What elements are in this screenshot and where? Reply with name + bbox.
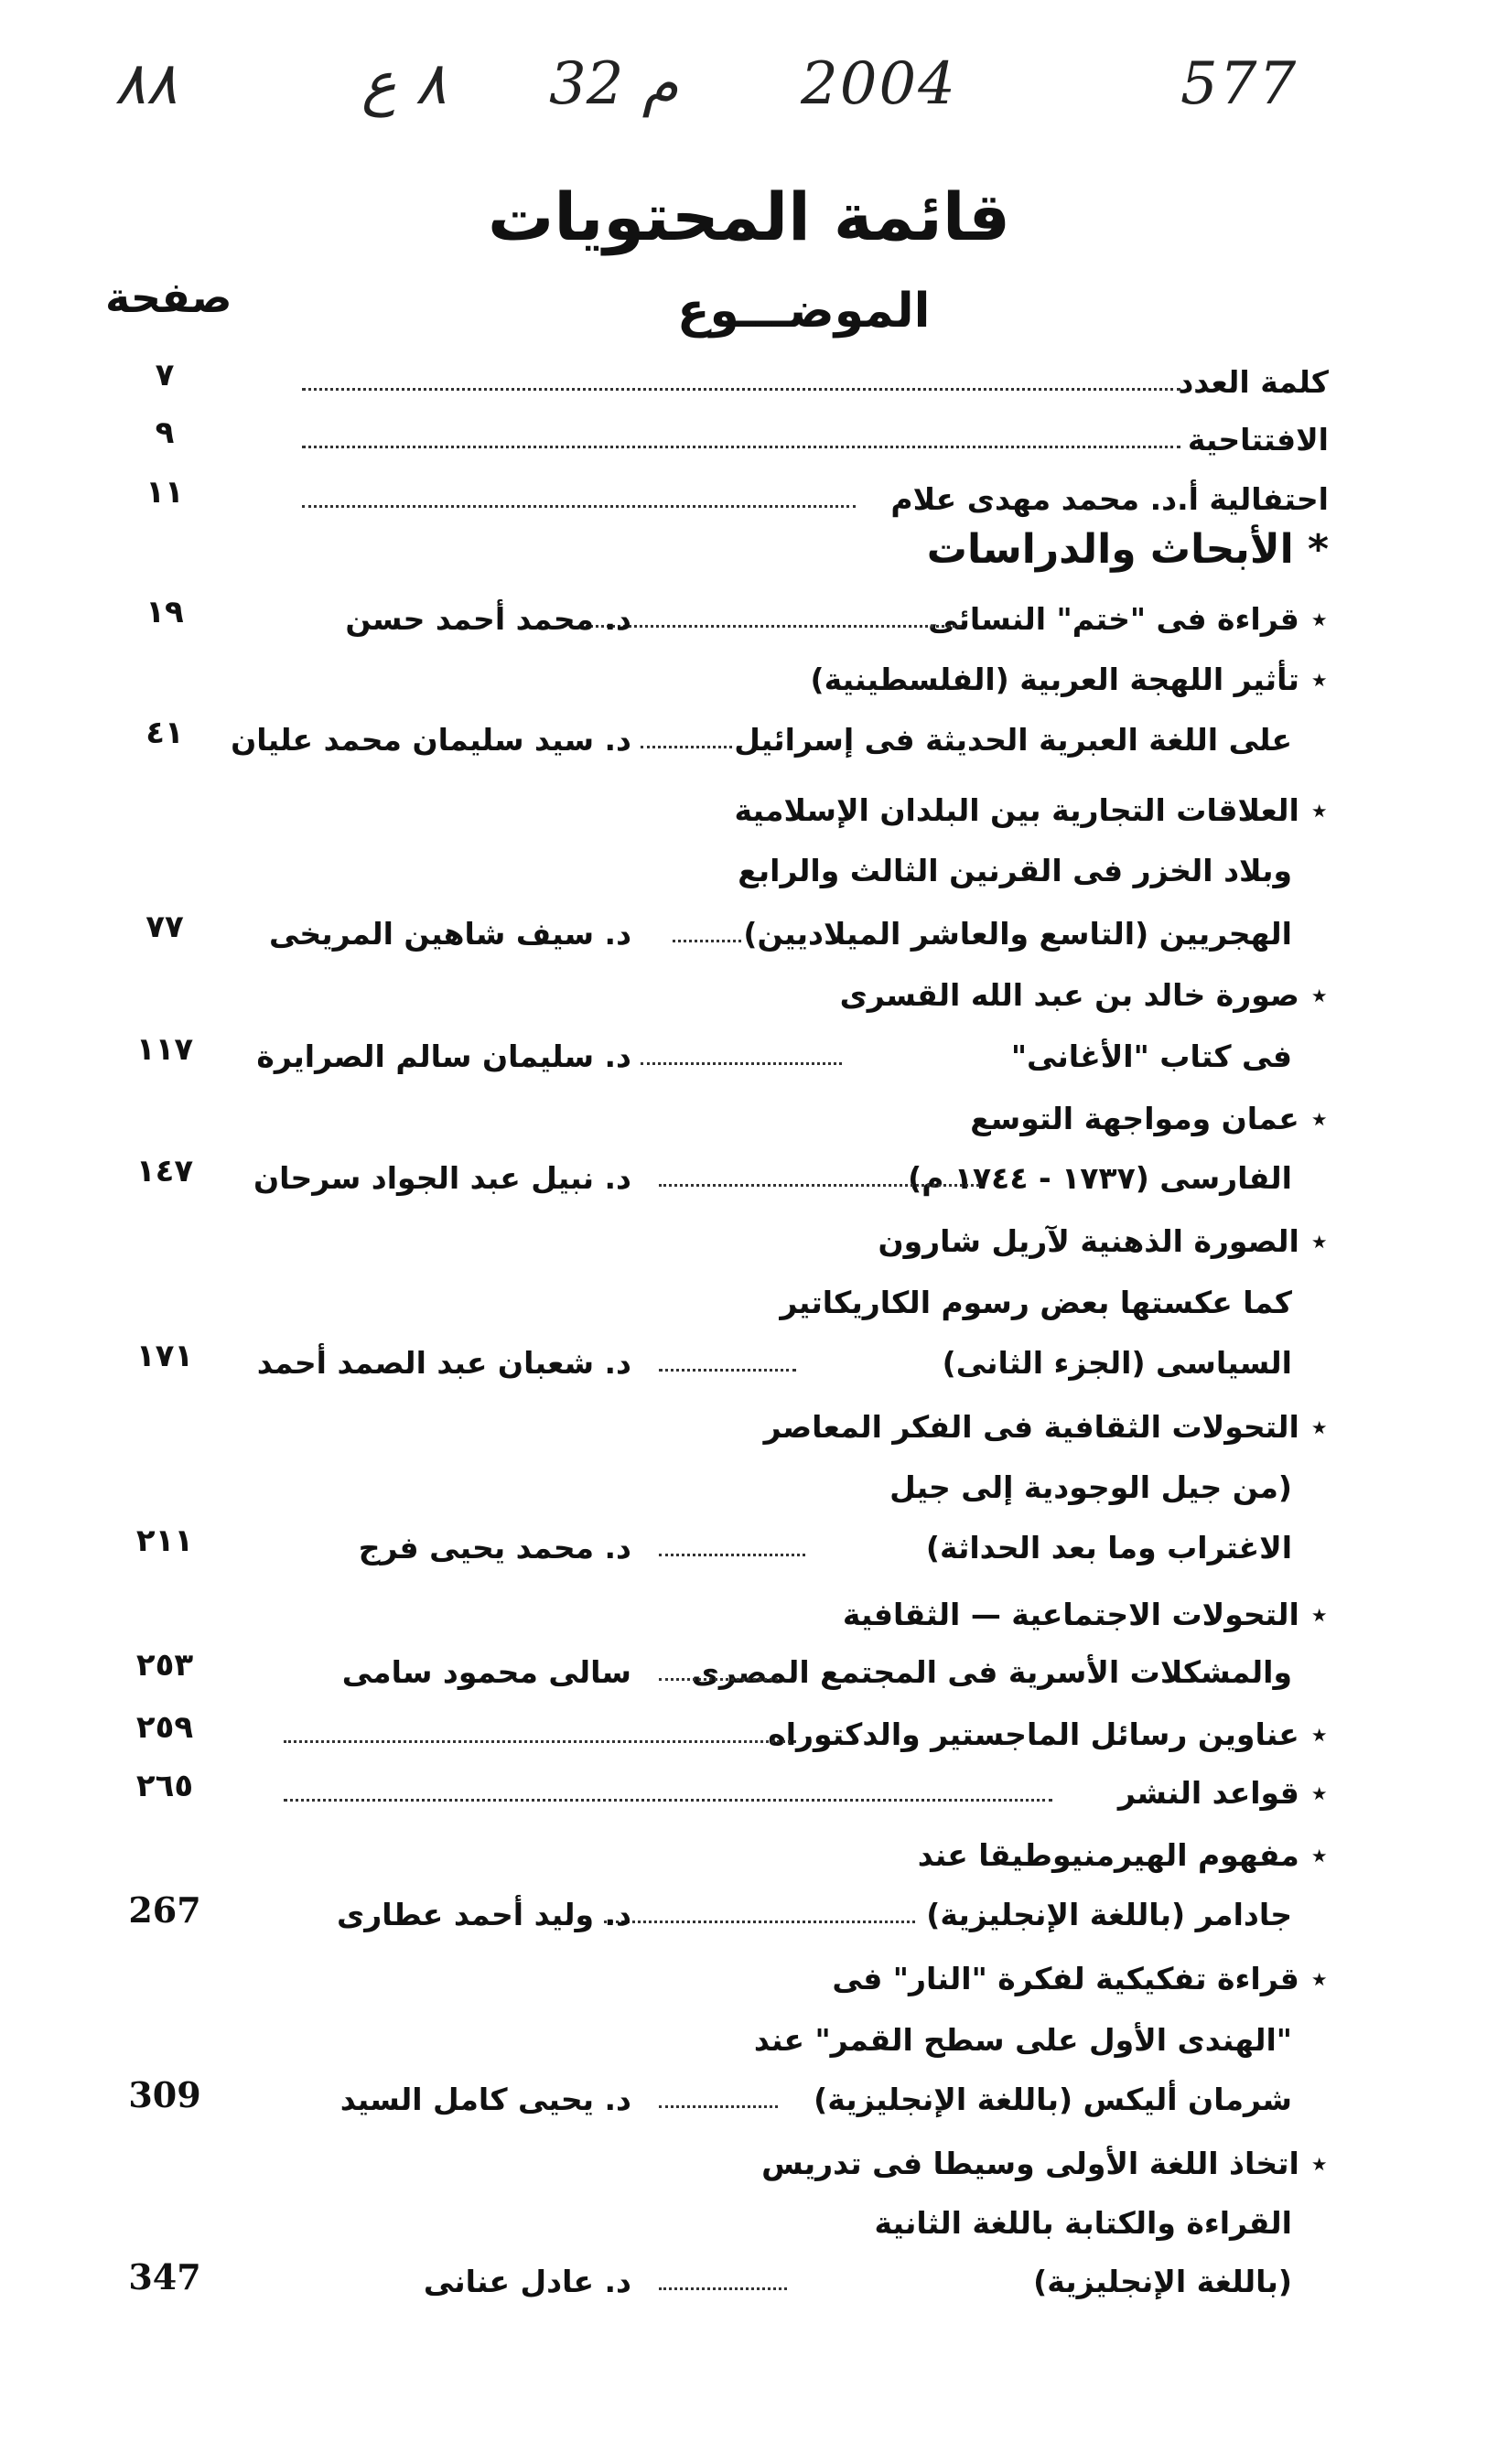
toc-entry-title: الاغتراب وما بعد الحداثة) [925,1530,1292,1566]
toc-entry [0,594,1498,665]
dot-leader [659,1660,778,1681]
toc-entry-title: والمشكلات الأسرية فى المجتمع المصرى [691,1654,1292,1690]
toc-entry-page: ١٤٧ [135,1153,194,1189]
toc-entry-title: جادامر (باللغة الإنجليزية) [926,1897,1292,1932]
toc-entry-title: على اللغة العبرية الحديثة فى إسرائيل [734,722,1292,758]
toc-entry-title: "الهندى الأول على سطح القمر" عند [753,2022,1292,2058]
toc-entry [0,1223,1498,1287]
dot-leader [302,427,1180,448]
subject-column-header: الموضـــوع [677,284,931,339]
dot-leader [604,1902,915,1923]
toc-entry-title: ⋆ العلاقات التجارية بين البلدان الإسلامية [734,792,1329,828]
dot-leader [659,2269,787,2290]
dot-leader [302,370,1180,391]
toc-entry-author: سالى محمود سامى [341,1654,631,1690]
toc-entry-title: السياسى (الجزء الثانى) [942,1345,1292,1381]
toc-entry-title: ⋆ قواعد النشر [1117,1775,1329,1811]
toc-entry-author: د. سيد سليمان محمد عليان [231,722,631,758]
toc-entry-title: ⋆ مفهوم الهيرمنيوطيقا عند [917,1837,1329,1873]
toc-entry [0,2146,1498,2210]
toc-entry-page: ٤١ [145,715,184,751]
toc-entry [0,2074,1498,2146]
toc-entry-title: (باللغة الإنجليزية) [1033,2264,1292,2299]
toc-entry [0,1469,1498,1533]
toc-entry-title: ⋆ اتخاذ اللغة الأولى وسيطا فى تدريس [761,2146,1329,2181]
section-heading: * الأبحاث والدراسات [926,526,1329,573]
toc-entry-title: الفارسى (١٧٣٧ - ١٧٤٤ م) [908,1160,1292,1196]
toc-entry [0,1153,1498,1224]
toc-entry-author: د. سليمان سالم الصرايرة [256,1038,631,1074]
toc-entry-title: ⋆ صورة خالد بن عبد الله القسرى [839,977,1329,1013]
toc-entry-page: ١١٧ [135,1031,194,1068]
dot-leader [284,1781,1052,1802]
dot-leader [659,1350,796,1372]
dot-leader [302,487,856,508]
toc-entry-title: شرمان أليكس (باللغة الإنجليزية) [814,2082,1292,2117]
toc-entry-title: ⋆ قراءة تفكيكية لفكرة "النار" فى [832,1961,1329,1996]
toc-entry [0,1597,1498,1661]
handwritten-note-2: ٨ ع [361,50,447,118]
page-column-header: صفحة [105,273,232,322]
toc-entry [0,2205,1498,2269]
page-title: قائمة المحتويات [487,178,1011,255]
toc-entry-author: د. عادل عنانى [423,2264,631,2299]
toc-entry-title: الهجريين (التاسع والعاشر الميلاديين) [743,916,1292,952]
toc-entry-page: ٢٦٥ [135,1768,194,1804]
toc-entry [0,2256,1498,2328]
toc-entry-author: د. سيف شاهين المريخى [269,916,631,952]
dot-leader [284,1722,796,1743]
toc-entry-title: كما عكستها بعض رسوم الكاريكاتير [780,1285,1292,1320]
toc-entry [0,853,1498,917]
toc-entry-title: ⋆ عناوين رسائل الماجستير والدكتوراه [768,1716,1329,1752]
toc-entry [0,662,1498,726]
toc-entry [0,1523,1498,1594]
toc-entry-page: ١٧١ [135,1338,194,1374]
handwritten-note-1: ٨٨ [114,50,178,118]
toc-entry-page: 347 [128,2256,201,2297]
handwritten-note-3: 32 م [549,50,679,118]
toc-entry-title: فى كتاب "الأغانى" [1010,1038,1292,1074]
toc-entry-page: ٧ [155,357,175,393]
toc-entry [0,1647,1498,1718]
toc-entry-title: ⋆ قراءة فى "ختم" النسائى [928,601,1329,637]
dot-leader [586,607,961,628]
toc-entry [0,909,1498,980]
toc-entry [0,1768,1498,1839]
toc-entry-page: ١١ [145,474,184,511]
toc-entry-title: ⋆ التحولات الاجتماعية — الثقافية [842,1597,1329,1632]
dot-leader [641,727,732,748]
toc-entry [0,792,1498,856]
toc-entry [0,1961,1498,2025]
toc-entry-author: د. نبيل عبد الجواد سرحان [253,1160,631,1196]
toc-entry-author: د. محمد يحيى فرج [358,1530,631,1566]
toc-entry-title: (من جيل الوجودية إلى جيل [889,1469,1292,1505]
dot-leader [659,1166,979,1187]
toc-entry [0,1285,1498,1349]
toc-entry-page: 309 [128,2074,201,2115]
toc-entry-title: كلمة العدد [1178,364,1329,400]
toc-entry-page: ٧٧ [145,909,184,945]
dot-leader [673,921,741,942]
toc-entry [0,2022,1498,2086]
handwritten-note-5: 577 [1180,50,1299,118]
toc-entry-author: د. وليد أحمد عطارى [337,1897,631,1932]
toc-entry [0,1709,1498,1781]
toc-entry [0,1409,1498,1473]
toc-entry-page: ٩ [155,414,175,451]
dot-leader [659,1535,805,1556]
toc-entry [0,1837,1498,1901]
toc-entry-page: 267 [128,1889,201,1931]
dot-leader [659,2087,778,2108]
toc-entry-author: د. يحيى كامل السيد [339,2082,631,2117]
toc-entry-title: ⋆ التحولات الثقافية فى الفكر المعاصر [763,1409,1329,1445]
toc-entry-title: القراءة والكتابة باللغة الثانية [874,2205,1292,2241]
toc-entry-title: ⋆ تأثير اللهجة العربية (الفلسطينية) [810,662,1329,697]
toc-entry [0,1031,1498,1103]
toc-entry [0,414,1498,486]
toc-entry [0,1338,1498,1409]
handwritten-note-4: 2004 [801,50,957,118]
toc-entry [0,1101,1498,1165]
toc-entry-title: وبلاد الخزر فى القرنين الثالث والرابع [738,853,1292,888]
toc-entry-title: الافتتاحية [1187,422,1329,457]
toc-entry-page: ٢١١ [135,1523,194,1559]
toc-entry-title: ⋆ الصورة الذهنية لآريل شارون [878,1223,1329,1259]
toc-entry [0,357,1498,428]
toc-entry [0,1889,1498,1961]
toc-entry [0,526,1498,599]
toc-entry-page: ٢٥٣ [135,1647,194,1684]
toc-entry-author: د. شعبان عبد الصمد أحمد [256,1345,631,1381]
toc-entry-title: احتفالية أ.د. محمد مهدى علام [890,481,1329,517]
toc-entry-author: د. محمد أحمد حسن [345,601,631,637]
toc-entry-page: ١٩ [145,594,184,630]
toc-entry [0,715,1498,786]
toc-entry-page: ٢٥٩ [135,1709,194,1746]
toc-entry-title: ⋆ عمان ومواجهة التوسع [970,1101,1329,1136]
dot-leader [641,1044,842,1065]
toc-entry [0,977,1498,1041]
